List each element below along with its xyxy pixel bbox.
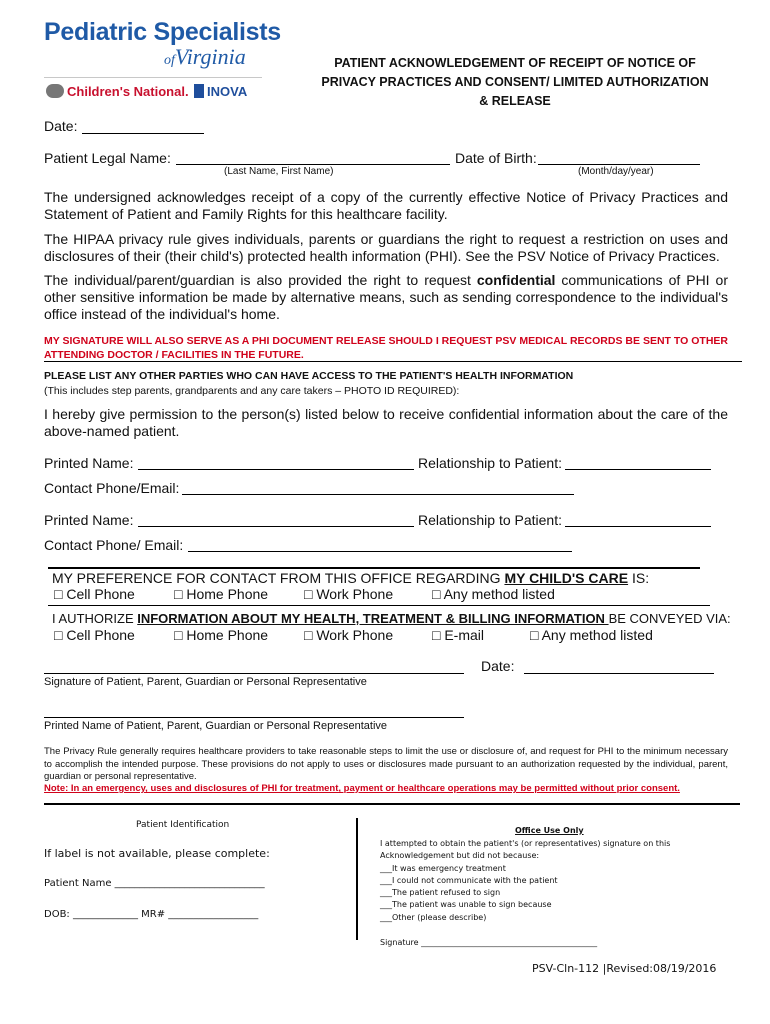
- divider-1: [44, 361, 742, 362]
- logo-of: of: [164, 53, 175, 68]
- patient-id-title: Patient Identification: [136, 820, 230, 830]
- auth-cell-phone-checkbox[interactable]: □ Cell Phone: [54, 627, 135, 643]
- office-use-line-1: I attempted to obtain the patient's (or representatives) signature on this: [380, 839, 671, 848]
- dob-label: Date of Birth:: [455, 150, 537, 166]
- inova-mark-icon: [194, 84, 204, 98]
- pref-any-method-checkbox[interactable]: □ Any method listed: [432, 586, 555, 602]
- relationship-label-2: Relationship to Patient:: [418, 512, 562, 528]
- form-title: [300, 54, 730, 111]
- auth-home-phone-checkbox[interactable]: □ Home Phone: [174, 627, 269, 643]
- divider-3: [48, 605, 710, 606]
- confidential-text-a: The individual/parent/guardian is also provided the right to request: [44, 272, 477, 288]
- office-use-signature[interactable]: Signature ____________________________________________: [380, 938, 598, 947]
- printed-name-label-2: Printed Name:: [44, 512, 134, 528]
- logo-virginia: Virginia: [174, 44, 246, 69]
- form-title-line-3: & RELEASE: [479, 94, 551, 108]
- relationship-label-1: Relationship to Patient:: [418, 455, 562, 471]
- form-title-line-1: PATIENT ACKNOWLEDGEMENT OF RECEIPT OF NOTICE OF: [334, 56, 696, 70]
- list-parties-heading: PLEASE LIST ANY OTHER PARTIES WHO CAN HAVE ACCESS TO THE PATIENT'S HEALTH INFORMATION: [44, 370, 574, 382]
- relationship-field-1[interactable]: [565, 469, 711, 470]
- signature-date-label: Date:: [481, 658, 515, 674]
- patient-id-name-field[interactable]: Patient Name ______________________________: [44, 878, 265, 889]
- preference-childs-care: MY CHILD'S CARE: [504, 570, 629, 586]
- contact-label-1: Contact Phone/Email:: [44, 480, 180, 496]
- preference-text-a: MY PREFERENCE FOR CONTACT FROM THIS OFFICE REGARDING: [52, 570, 505, 586]
- printed-name-field-2[interactable]: [138, 526, 414, 527]
- list-parties-hint: (This includes step parents, grandparents and any care takers – PHOTO ID REQUIRED):: [44, 385, 460, 397]
- patient-id-dob-field[interactable]: DOB: _____________ MR# __________________: [44, 909, 259, 920]
- signature-caption: Signature of Patient, Parent, Guardian or Personal Representative: [44, 676, 367, 688]
- authorize-text-a: I AUTHORIZE: [52, 611, 138, 626]
- office-use-reason-1[interactable]: ___It was emergency treatment: [380, 863, 506, 873]
- preference-text-c: IS:: [628, 570, 650, 586]
- confidential-paragraph: [44, 272, 728, 323]
- inova-logo: [194, 84, 247, 99]
- printed-name-caption: Printed Name of Patient, Parent, Guardian or Personal Representative: [44, 720, 388, 732]
- contact-field-2[interactable]: [188, 551, 572, 552]
- auth-work-phone-checkbox[interactable]: □ Work Phone: [304, 627, 394, 643]
- pref-cell-phone-checkbox[interactable]: □ Cell Phone: [54, 586, 135, 602]
- auth-email-checkbox[interactable]: □ E-mail: [432, 627, 485, 643]
- preference-heading: [52, 570, 649, 586]
- confidential-text-c: communications of PHI or other sensitive information be made by alternative means, such as sending correspondence to the individual's office instead of the individual's home.: [44, 272, 728, 322]
- pref-work-phone-checkbox[interactable]: □ Work Phone: [304, 586, 394, 602]
- childrens-national-logo: [46, 84, 189, 99]
- permission-paragraph: I hereby give permission to the person(s) listed below to receive confidential information about the care of the above-named patient.: [44, 406, 728, 439]
- date-field[interactable]: [82, 133, 204, 134]
- signature-date-field[interactable]: [524, 673, 714, 674]
- contact-label-2: Contact Phone/ Email:: [44, 537, 184, 553]
- confidential-word: confidential: [476, 272, 556, 288]
- form-title-line-2: PRIVACY PRACTICES AND CONSENT/ LIMITED AUTHORIZATION: [321, 75, 709, 89]
- logo-subtitle: [164, 44, 246, 70]
- relationship-field-2[interactable]: [565, 526, 711, 527]
- printed-name-field-1[interactable]: [138, 469, 414, 470]
- emergency-note: Note: In an emergency, uses and disclosures of PHI for treatment, payment or healthcare operations may be permitted without prior consent.: [44, 783, 680, 794]
- dob-field[interactable]: [538, 164, 700, 165]
- acknowledgement-paragraph: The undersigned acknowledges receipt of a copy of the currently effective Notice of Privacy Practices and Statement of Patient and Family Rights for this healthcare facility.: [44, 189, 728, 222]
- privacy-rule-text: The Privacy Rule generally requires healthcare providers to take reasonable steps to limit the use or disclosure of, and request for PHI to the minimum necessary to accomplish the intended purpose. These provisions do not apply to uses or disclosures made pursuant to an authorization requested by the individual, parent, guardian or personal representative.: [44, 746, 728, 782]
- patient-id-instructions: If label is not available, please complete:: [44, 847, 270, 860]
- printed-name-label-1: Printed Name:: [44, 455, 134, 471]
- office-use-reason-4[interactable]: ___The patient was unable to sign because: [380, 900, 552, 910]
- patient-name-label: Patient Legal Name:: [44, 150, 171, 166]
- auth-any-method-checkbox[interactable]: □ Any method listed: [530, 627, 653, 643]
- printed-name-signature-field[interactable]: [44, 717, 464, 718]
- release-notice: MY SIGNATURE WILL ALSO SERVE AS A PHI DOCUMENT RELEASE SHOULD I REQUEST PSV MEDICAL RECORDS BE SENT TO OTHER ATTENDING DOCTOR / FACILITIES IN THE FUTURE.: [44, 335, 728, 361]
- divider-2: [48, 567, 700, 569]
- vertical-divider: [356, 818, 358, 940]
- date-label: Date:: [44, 118, 78, 134]
- childrens-national-text: Children's National.: [67, 84, 189, 99]
- office-use-title: Office Use Only: [515, 826, 584, 835]
- office-use-reason-5[interactable]: ___Other (please describe): [380, 912, 487, 922]
- office-use-line-2: Acknowledgement but did not because:: [380, 851, 540, 861]
- inova-text: INOVA: [207, 84, 248, 99]
- name-hint: (Last Name, First Name): [224, 166, 334, 177]
- bear-icon: [46, 84, 64, 98]
- authorize-info: INFORMATION ABOUT MY HEALTH, TREATMENT & BILLING INFORMATION: [137, 611, 609, 626]
- signature-field[interactable]: [44, 673, 464, 674]
- patient-name-field[interactable]: [176, 164, 450, 165]
- office-use-block: [380, 838, 670, 924]
- office-use-reason-3[interactable]: ___The patient refused to sign: [380, 888, 501, 898]
- logo-divider: [44, 77, 262, 78]
- authorize-heading: [52, 611, 731, 626]
- logo-title: Pediatric Specialists: [44, 18, 281, 46]
- office-use-reason-2[interactable]: ___I could not communicate with the patient: [380, 875, 558, 885]
- form-code: PSV-Cln-112 |Revised:08/19/2016: [532, 962, 717, 975]
- contact-field-1[interactable]: [182, 494, 574, 495]
- authorize-text-c: BE CONVEYED VIA:: [608, 611, 731, 626]
- divider-4: [44, 803, 740, 805]
- pref-home-phone-checkbox[interactable]: □ Home Phone: [174, 586, 269, 602]
- hipaa-paragraph: The HIPAA privacy rule gives individuals, parents or guardians the right to request a restriction on uses and disclosures of their (their child's) protected health information (PHI). See the PSV Notice of Privacy Practices.: [44, 231, 728, 264]
- dob-hint: (Month/day/year): [578, 166, 654, 177]
